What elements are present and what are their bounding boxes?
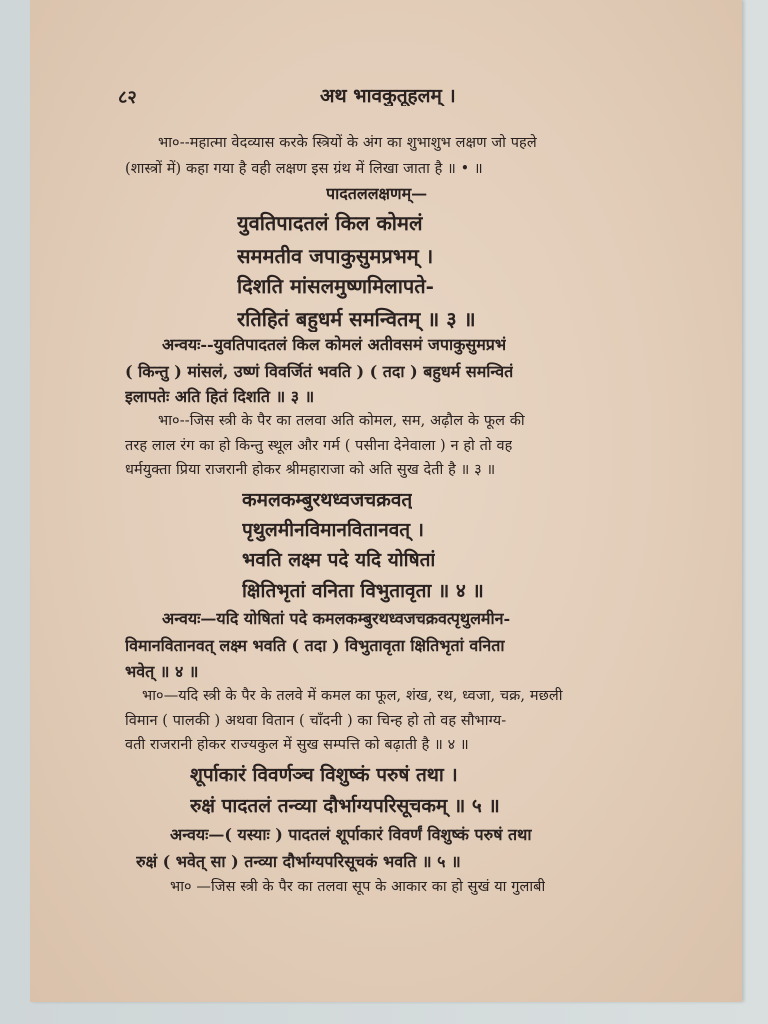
anvaya-line: भवेत् ॥ ४ ॥ (125, 662, 199, 681)
anvaya-line: रुक्षं ( भवेत् सा ) तन्व्या दौर्भाग्यपरिसूचकं भवति ॥ ५ ॥ (136, 852, 461, 871)
anvaya-line: अन्वयः—( यस्याः ) पादतलं शूर्पाकारं विवर्णं विशुष्कं परुषं तथा (170, 825, 532, 844)
verse-line: दिशति मांसलमुष्णमिलापते- (237, 274, 434, 298)
commentary-line: विमान ( पालकी ) अथवा वितान ( चाँदनी ) का चिन्ह हो तो वह सौभाग्य- (125, 713, 507, 729)
anvaya-line: अन्वयः--युवतिपादतलं किल कोमलं अतीवसमं जपाकुसुमप्रभं (162, 335, 507, 354)
verse-line: कमलकम्बुरथध्वजचक्रवत् (242, 489, 413, 511)
anvaya-line: अन्वयः—यदि योषितां पदे कमलकम्बुरथध्वजचक्रवत्पृथुलमीन- (162, 609, 511, 628)
commentary-line: भा०—यदि स्त्री के पैर के तलवे में कमल का फूल, शंख, रथ, ध्वजा, चक्र, मछली (142, 688, 563, 704)
verse-line: रुक्षं पादतलं तन्व्या दौर्भाग्यपरिसूचकम् ॥ ५ ॥ (190, 795, 500, 817)
page-number: ८२ (118, 88, 137, 108)
commentary-line: वती राजरानी होकर राज्यकुल में सुख सम्पत्ति को बढ़ाती है ॥ ४ ॥ (125, 737, 469, 753)
verse-line: भवति लक्ष्म पदे यदि योषितां (242, 549, 436, 571)
verse-line: युवतिपादतलं किल कोमलं (237, 211, 423, 235)
commentary-line: धर्मयुक्ता प्रिया राजरानी होकर श्रीमहाराजा को अति सुख देती है ॥ ३ ॥ (125, 462, 496, 478)
commentary-line: भा० —जिस स्त्री के पैर का तलवा सूप के आकार का हो सुखं या गुलाबी (170, 879, 546, 895)
commentary-line: भा०--महात्मा वेदव्यास करके स्त्रियों के अंग का शुभाशुभ लक्षण जो पहले (158, 135, 537, 151)
page-header-title: अथ भावकुतूहलम् । (320, 86, 456, 106)
commentary-line: भा०--जिस स्त्री के पैर का तलवा अति कोमल, सम, अढ़ौल के फूल की (158, 413, 525, 429)
section-heading: पादतललक्षणम्— (326, 184, 428, 203)
verse-line: क्षितिभृतां वनिता विभुतावृता ॥ ४ ॥ (242, 580, 484, 602)
verse-line: सममतीव जपाकुसुमप्रभम् । (237, 244, 434, 268)
verse-line: रतिहितं बहुधर्म समन्वितम् ॥ ३ ॥ (237, 307, 476, 331)
verse-line: पृथुलमीनविमानवितानवत् । (242, 519, 424, 541)
anvaya-line: ( किन्तु ) मांसलं, उष्णं विवर्जितं भवति ) ( तदा ) बहुधर्म समन्वितं (125, 362, 514, 381)
verse-line: शूर्पाकारं विवर्णञ्च विशुष्कं परुषं तथा । (190, 764, 458, 786)
anvaya-line: इलापतेः अति हितं दिशति ॥ ३ ॥ (125, 387, 315, 406)
anvaya-line: विमानवितानवत् लक्ष्म भवति ( तदा ) विभुतावृता क्षितिभृतां वनिता (125, 636, 505, 655)
commentary-line: तरह लाल रंग का हो किन्तु स्थूल और गर्म ( पसीना देनेवाला ) न हो तो वह (125, 438, 513, 454)
book-page (30, 0, 742, 1002)
commentary-line: (शास्त्रों में) कहा गया है वही लक्षण इस ग्रंथ में लिखा जाता है ॥ • ॥ (125, 161, 483, 177)
